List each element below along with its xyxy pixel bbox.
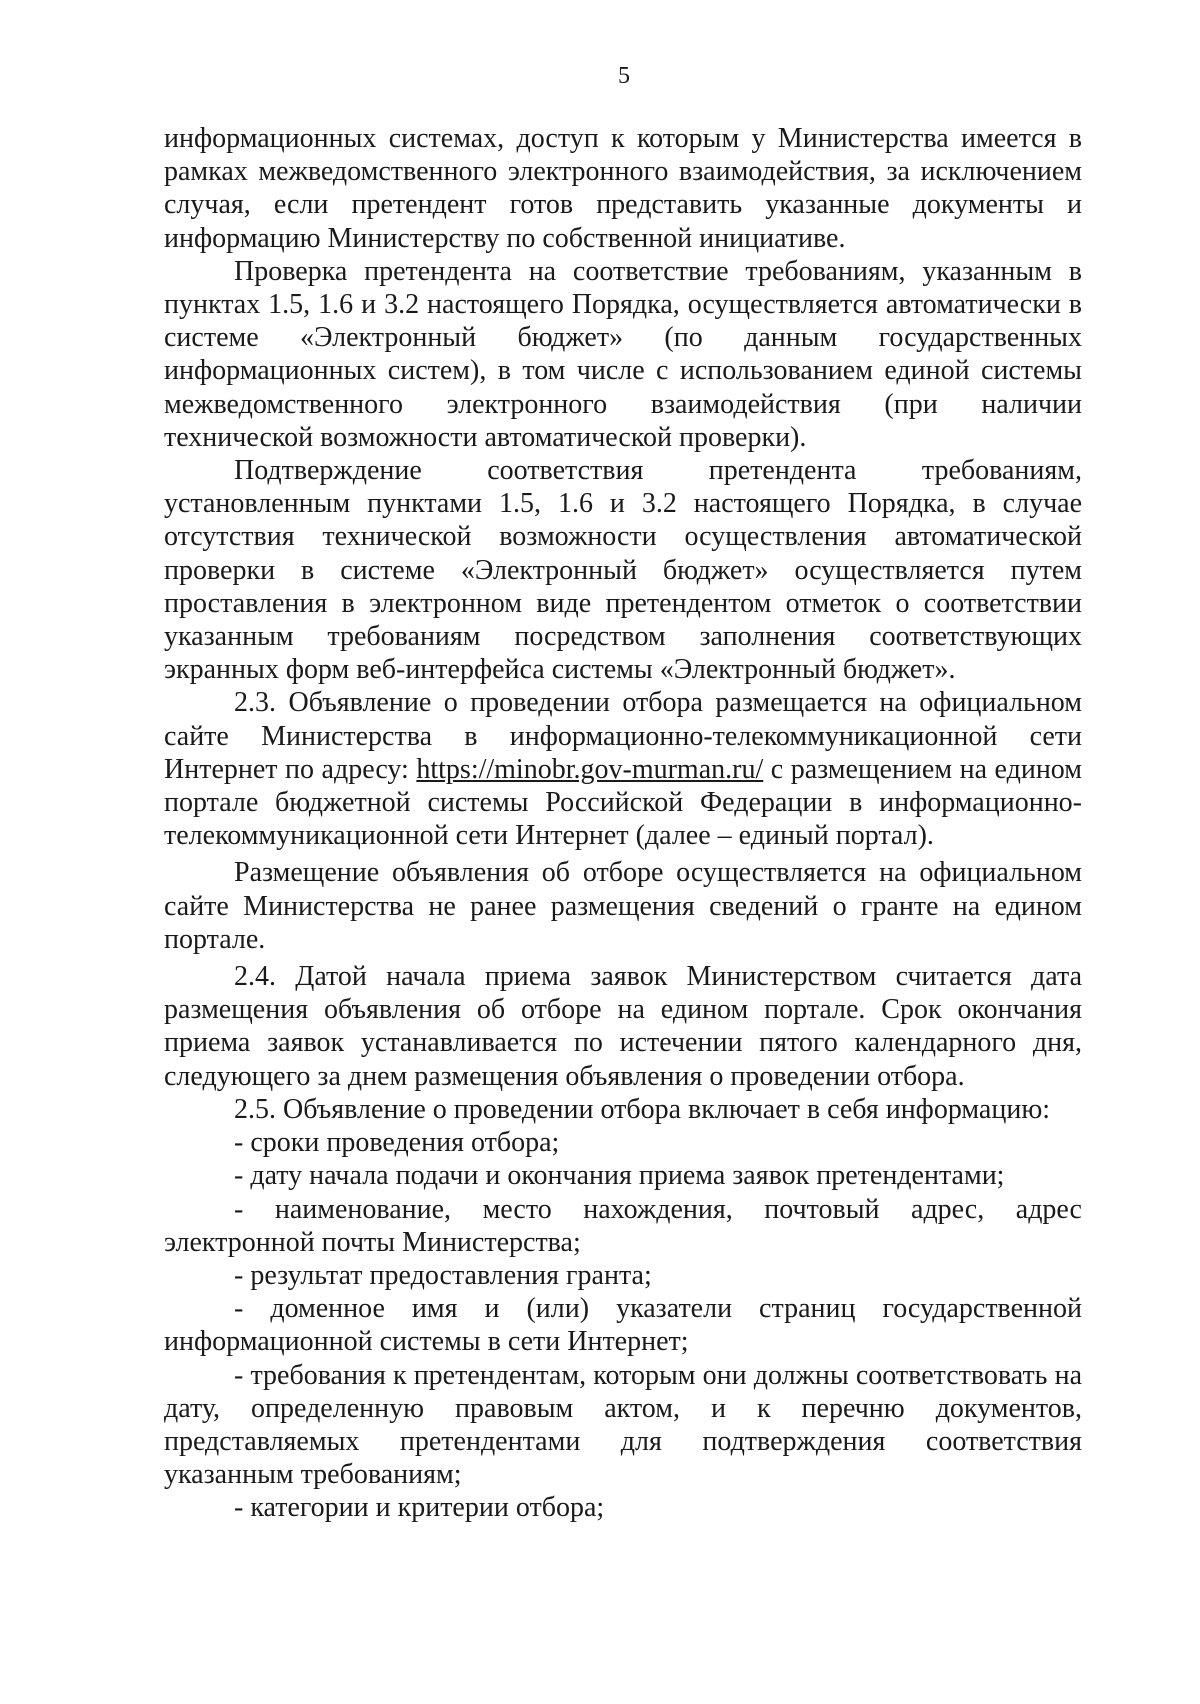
list-item-requirements: - требования к претендентам, которым они должны соответствовать на дату, определенную правовым актом, и к перечню документов, представляемых претендентами для подтверждения соответствия указанным требованиям; <box>164 1359 1082 1491</box>
paragraph-verification: Проверка претендента на соответствие требованиям, указанным в пунктах 1.5, 1.6 и 3.2 настоящего Порядка, осуществляется автоматически в системе «Электронный бюджет» (по данным государственных информационных систем), в том числе с использованием единой системы межведомственного электронного взаимодействия (при наличии технической возможности автоматической проверки). <box>164 255 1082 453</box>
list-item-dates: - дату начала подачи и окончания приема заявок претендентами; <box>234 1160 1005 1192</box>
paragraph-continuation: информационных системах, доступ к которым у Министерства имеется в рамках межведомственного электронного взаимодействия, за исключением случая, если претендент готов представить указанные документы и информацию Министерству по собственной инициативе. <box>164 123 1082 254</box>
paragraph-confirmation: Подтверждение соответствия претендента требованиям, установленным пунктами 1.5, 1.6 и 3.2 настоящего Порядка, в случае отсутствия технической возможности осуществления автоматической проверки в системе «Электронный бюджет» осуществляется путем проставления в электронном виде претендентом отметок о соответствии указанным требованиям посредством заполнения соответствующих экранных форм веб-интерфейса системы «Электронный бюджет». <box>164 455 1082 686</box>
paragraph-placement: Размещение объявления об отборе осуществляется на официальном сайте Министерства не ранее размещения сведений о гранте на едином портале. <box>164 857 1082 955</box>
paragraph-2-4: 2.4. Датой начала приема заявок Министерством считается дата размещения объявления об отборе на едином портале. Срок окончания приема заявок устанавливается по истечении пятого календарного дня, следующего за днем размещения объявления о проведении отбора. <box>164 961 1082 1092</box>
paragraph-2-3-text-start: 2.3. Объявление о проведении отбора размещается на официальном сайте Министерства в информационно-телекоммуникационной сети Интернет по адресу: <box>164 687 1082 785</box>
ministry-website-link[interactable]: https://minobr.gov-murman.ru/ <box>416 753 764 785</box>
paragraph-2-3-text-end: с размещением на едином портале бюджетной системы Российской Федерации в информационно-телекоммуникационной сети Интернет (далее – единый портал). <box>164 753 1082 852</box>
list-item-categories: - категории и критерии отбора; <box>234 1492 605 1524</box>
document-body <box>164 122 1082 1525</box>
list-item-grant-result: - результат предоставления гранта; <box>234 1259 652 1291</box>
page-number: 5 <box>618 63 630 89</box>
list-item-ministry-contacts: - наименование, место нахождения, почтовый адрес, адрес электронной почты Министерства; <box>164 1193 1082 1258</box>
paragraph-2-5: 2.5. Объявление о проведении отбора включает в себя информацию: <box>234 1093 1051 1125</box>
list-item-domain-name: - доменное имя и (или) указатели страниц государственной информационной системы в сети Интернет; <box>164 1293 1082 1358</box>
list-item-terms: - сроки проведения отбора; <box>234 1127 560 1159</box>
paragraph-2-3 <box>164 686 1082 852</box>
